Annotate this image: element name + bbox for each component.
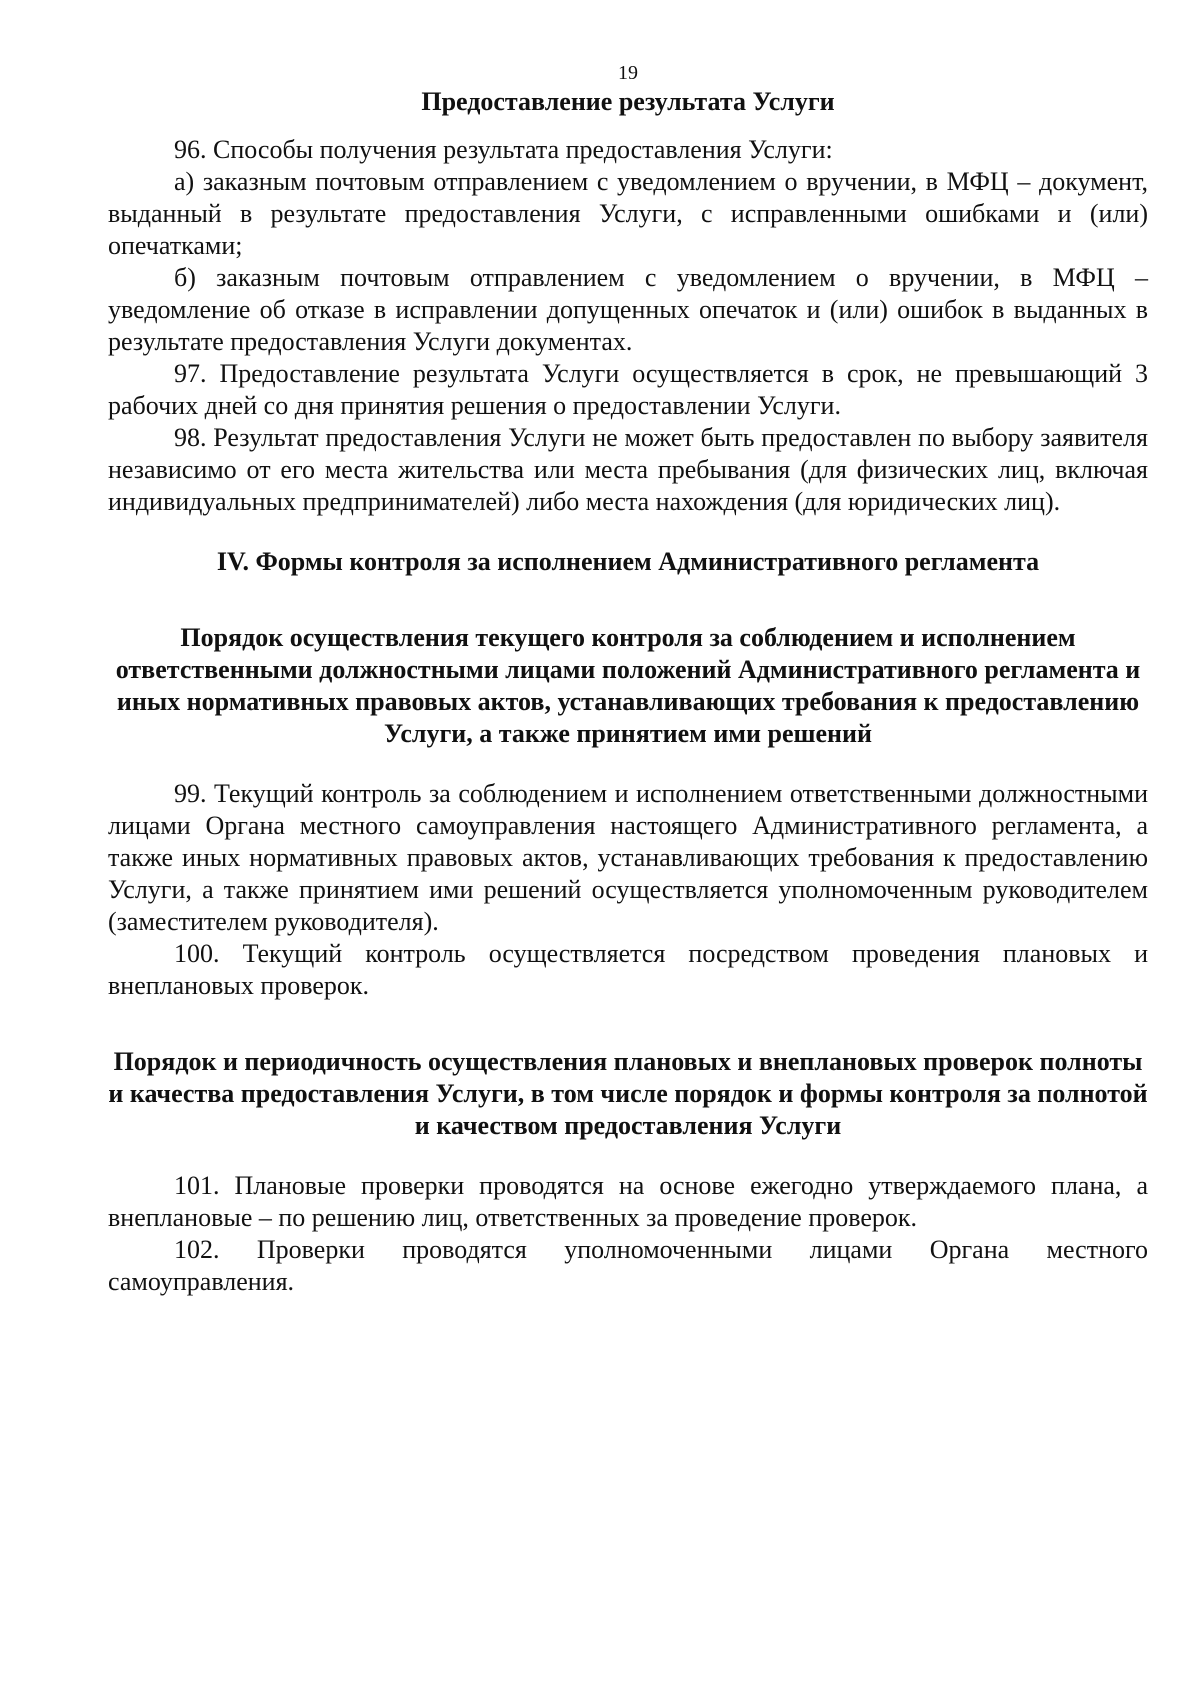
document-body	[108, 86, 1148, 1298]
chapter-4-heading: IV. Формы контроля за исполнением Административного регламента	[216, 547, 1040, 576]
page-number: 19	[618, 62, 638, 84]
current-control-heading: Порядок осуществления текущего контроля за соблюдением и исполнением ответственными должностными лицами положений Административного регламента и иных нормативных правовых актов, устанавливающих требования к предоставлению Услуги, а также принятием ими решений	[115, 623, 1141, 748]
paragraph-101: 101. Плановые проверки проводятся на основе ежегодно утверждаемого плана, а внеплановые – по решению лиц, ответственных за проведение проверок.	[108, 1171, 1148, 1232]
inspections-heading: Порядок и периодичность осуществления плановых и внеплановых проверок полноты и качества предоставления Услуги, в том числе порядок и формы контроля за полнотой и качеством предоставления Услуги	[108, 1047, 1148, 1140]
paragraph-96: 96. Способы получения результата предоставления Услуги:	[174, 135, 833, 164]
paragraph-102: 102. Проверки проводятся уполномоченными лицами Органа местного самоуправления.	[108, 1235, 1148, 1296]
paragraph-100: 100. Текущий контроль осуществляется посредством проведения плановых и внеплановых проверок.	[108, 939, 1148, 1000]
paragraph-98: 98. Результат предоставления Услуги не может быть предоставлен по выбору заявителя независимо от его места жительства или места пребывания (для физических лиц, включая индивидуальных предпринимателей) либо места нахождения (для юридических лиц).	[108, 423, 1148, 516]
paragraph-97: 97. Предоставление результата Услуги осуществляется в срок, не превышающий 3 рабочих дней со дня принятия решения о предоставлении Услуги.	[108, 359, 1148, 420]
paragraph-99: 99. Текущий контроль за соблюдением и исполнением ответственными должностными лицами Органа местного самоуправления настоящего Административного регламента, а также иных нормативных правовых актов, устанавливающих требования к предоставлению Услуги, а также принятием ими решений осуществляется уполномоченным руководителем (заместителем руководителя).	[108, 779, 1148, 936]
result-heading: Предоставление результата Услуги	[421, 87, 835, 116]
paragraph-96b: б) заказным почтовым отправлением с уведомлением о вручении, в МФЦ – уведомление об отказе в исправлении допущенных опечаток и (или) ошибок в выданных в результате предоставления Услуги документах.	[108, 263, 1148, 356]
paragraph-96a: а) заказным почтовым отправлением с уведомлением о вручении, в МФЦ – документ, выданный в результате предоставления Услуги, с исправленными ошибками и (или) опечатками;	[108, 167, 1148, 260]
